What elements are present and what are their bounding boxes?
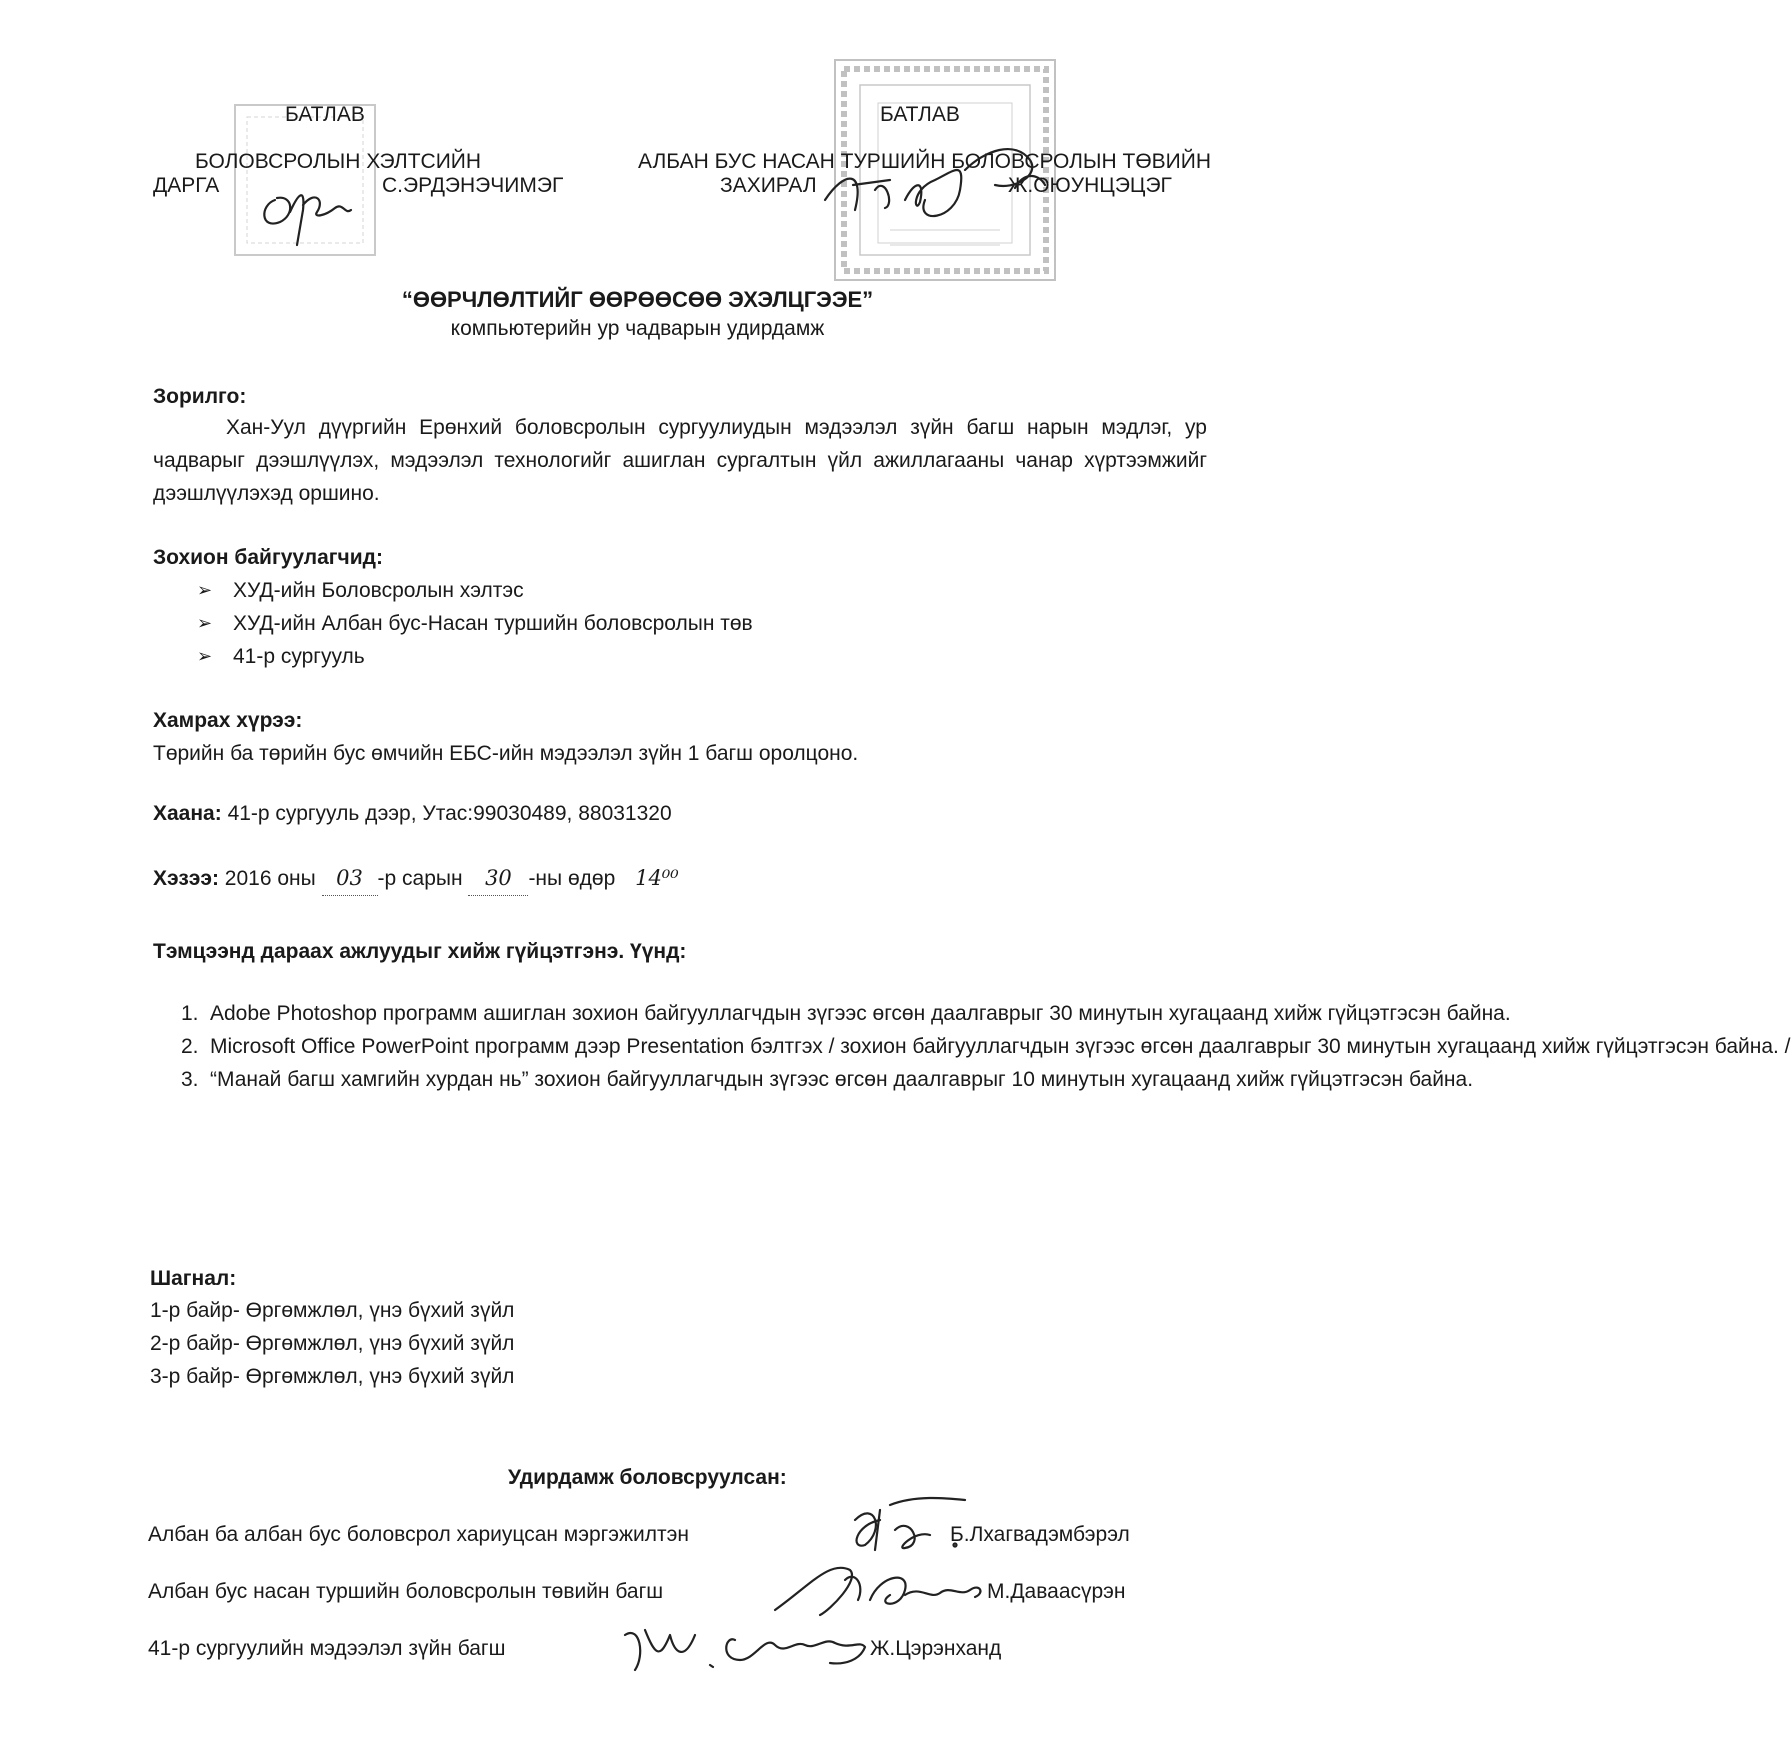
when-month-suffix: -р сарын: [377, 867, 469, 890]
award-item: 2-р байр- Өргөмжлөл, үнэ бүхий зүйл: [150, 1332, 515, 1355]
left-signature: [255, 160, 365, 250]
right-approve-label: БАТЛАВ: [880, 103, 960, 126]
award-item: 3-р байр- Өргөмжлөл, үнэ бүхий зүйл: [150, 1365, 515, 1388]
task-text: “Манай багш хамгийн хурдан нь” зохион байгууллагчдын зүгээс өгсөн даалгаврыг 10 минутын хугацаанд хийж гүйцэтгэсэн байна.: [210, 1068, 1474, 1091]
tasks-list: [153, 997, 1791, 1096]
prepared-role: Албан ба албан бус боловсрол хариуцсан мэргэжилтэн: [148, 1523, 689, 1546]
document-subtitle: компьютерийн ур чадварын удирдамж: [450, 317, 825, 340]
scope-heading: Хамрах хүрээ:: [153, 709, 303, 732]
left-position: ДАРГА: [153, 174, 220, 197]
prepared-name: Б.Лхагвадэмбэрэл: [950, 1523, 1130, 1546]
prepared-role: Албан бус насан туршийн боловсролын төвийн багш: [148, 1580, 664, 1603]
signature-lkhagvademberel: [835, 1490, 975, 1560]
award-item: 1-р байр- Өргөмжлөл, үнэ бүхий зүйл: [150, 1299, 515, 1322]
right-signature: [815, 130, 1055, 240]
where-text: 41-р сургууль дээр, Утас:99030489, 88031320: [221, 802, 672, 825]
right-name: Ж.ОЮУНЦЭЦЭГ: [1008, 174, 1172, 197]
goal-text: Хан-Уул дүүргийн Ерөнхий боловсролын сургуулиудын мэдээлэл зүйн багш нарын мэдлэг, ур чадварыг дээшлүүлэх, мэдээлэл технологийг ашиглан сургалтын үйл ажиллагааны чанар хүртээмжийг дээшлүүлэхэд оршино.: [153, 416, 1207, 505]
goal-heading: Зорилго:: [153, 385, 247, 408]
where-label: Хаана:: [153, 802, 222, 825]
task-text: Microsoft Office PowerPoint программ дээр Presentation бэлтгэх / зохион байгууллагчдын зүгээс өгсөн даалгаврыг 30 минутын хугацаанд хийж гүйцэтгэсэн байна. /: [210, 1035, 1791, 1058]
task-text: Adobe Photoshop программ ашиглан зохион байгууллагчдын зүгээс өгсөн даалгаврыг 30 минутын хугацаанд хийж гүйцэтгэсэн байна.: [210, 1002, 1511, 1025]
prepared-heading: Удирдамж боловсруулсан:: [508, 1466, 787, 1489]
list-item: 1. Adobe Photoshop программ ашиглан зохион байгууллагчдын зүгээс өгсөн даалгаврыг 30 минутын хугацаанд хийж гүйцэтгэсэн байна.: [181, 1002, 1511, 1025]
when-time: 14⁰⁰: [635, 866, 679, 890]
prepared-name: М.Даваасүрэн: [987, 1580, 1126, 1603]
document-title: “ӨӨРЧЛӨЛТИЙГ ӨӨРӨӨСӨӨ ЭХЭЛЦГЭЭЕ”: [401, 287, 874, 312]
list-item: 3. “Манай багш хамгийн хурдан нь” зохион байгууллагчдын зүгээс өгсөн даалгаврыг 10 минутын хугацаанд хийж гүйцэтгэсэн байна.: [181, 1068, 1474, 1091]
prepared-name: Ж.Цэрэнханд: [870, 1637, 1002, 1660]
when-day: 30: [468, 862, 528, 896]
when-year-text: 2016 оны: [218, 867, 322, 890]
scope-text: Төрийн ба төрийн бус өмчийн ЕБС-ийн мэдээлэл зүйн 1 багш оролцоно.: [153, 742, 859, 765]
organizers-list: [193, 574, 753, 673]
when-day-suffix: -ны өдөр: [528, 867, 622, 890]
right-org: АЛБАН БУС НАСАН ТУРШИЙН БОЛОВСРОЛЫН ТӨВИЙН: [638, 150, 1212, 173]
tasks-heading: Тэмцээнд дараах ажлуудыг хийж гүйцэтгэнэ. Үүнд:: [153, 940, 687, 963]
when-label: Хэзээ:: [153, 867, 219, 890]
left-approve-label: БАТЛАВ: [285, 103, 365, 126]
organizers-heading: Зохион байгуулагчид:: [153, 546, 383, 569]
list-item: 2. Microsoft Office PowerPoint программ дээр Presentation бэлтгэх / зохион байгууллагчдын зүгээс өгсөн даалгаврыг 30 минутын хугацаанд хийж гүйцэтгэсэн байна. /: [181, 1035, 1791, 1058]
right-position: ЗАХИРАЛ: [720, 174, 817, 197]
when-line: [153, 862, 679, 896]
when-month: 03: [322, 862, 378, 896]
list-item: ➢ ХУД-ийн Албан бус-Насан туршийн боловсролын төв: [193, 607, 753, 640]
awards-heading: Шагнал:: [150, 1267, 237, 1290]
where-line: [153, 797, 672, 830]
list-item: ➢ 41-р сургууль: [193, 640, 753, 673]
list-item: ➢ ХУД-ийн Боловсролын хэлтэс: [193, 574, 753, 607]
left-org: БОЛОВСРОЛЫН ХЭЛТСИЙН: [195, 150, 482, 173]
prepared-role: 41-р сургуулийн мэдээлэл зүйн багш: [148, 1637, 506, 1660]
left-name: С.ЭРДЭНЭЧИМЭГ: [382, 174, 564, 197]
signature-tserenkhand: [615, 1615, 875, 1685]
